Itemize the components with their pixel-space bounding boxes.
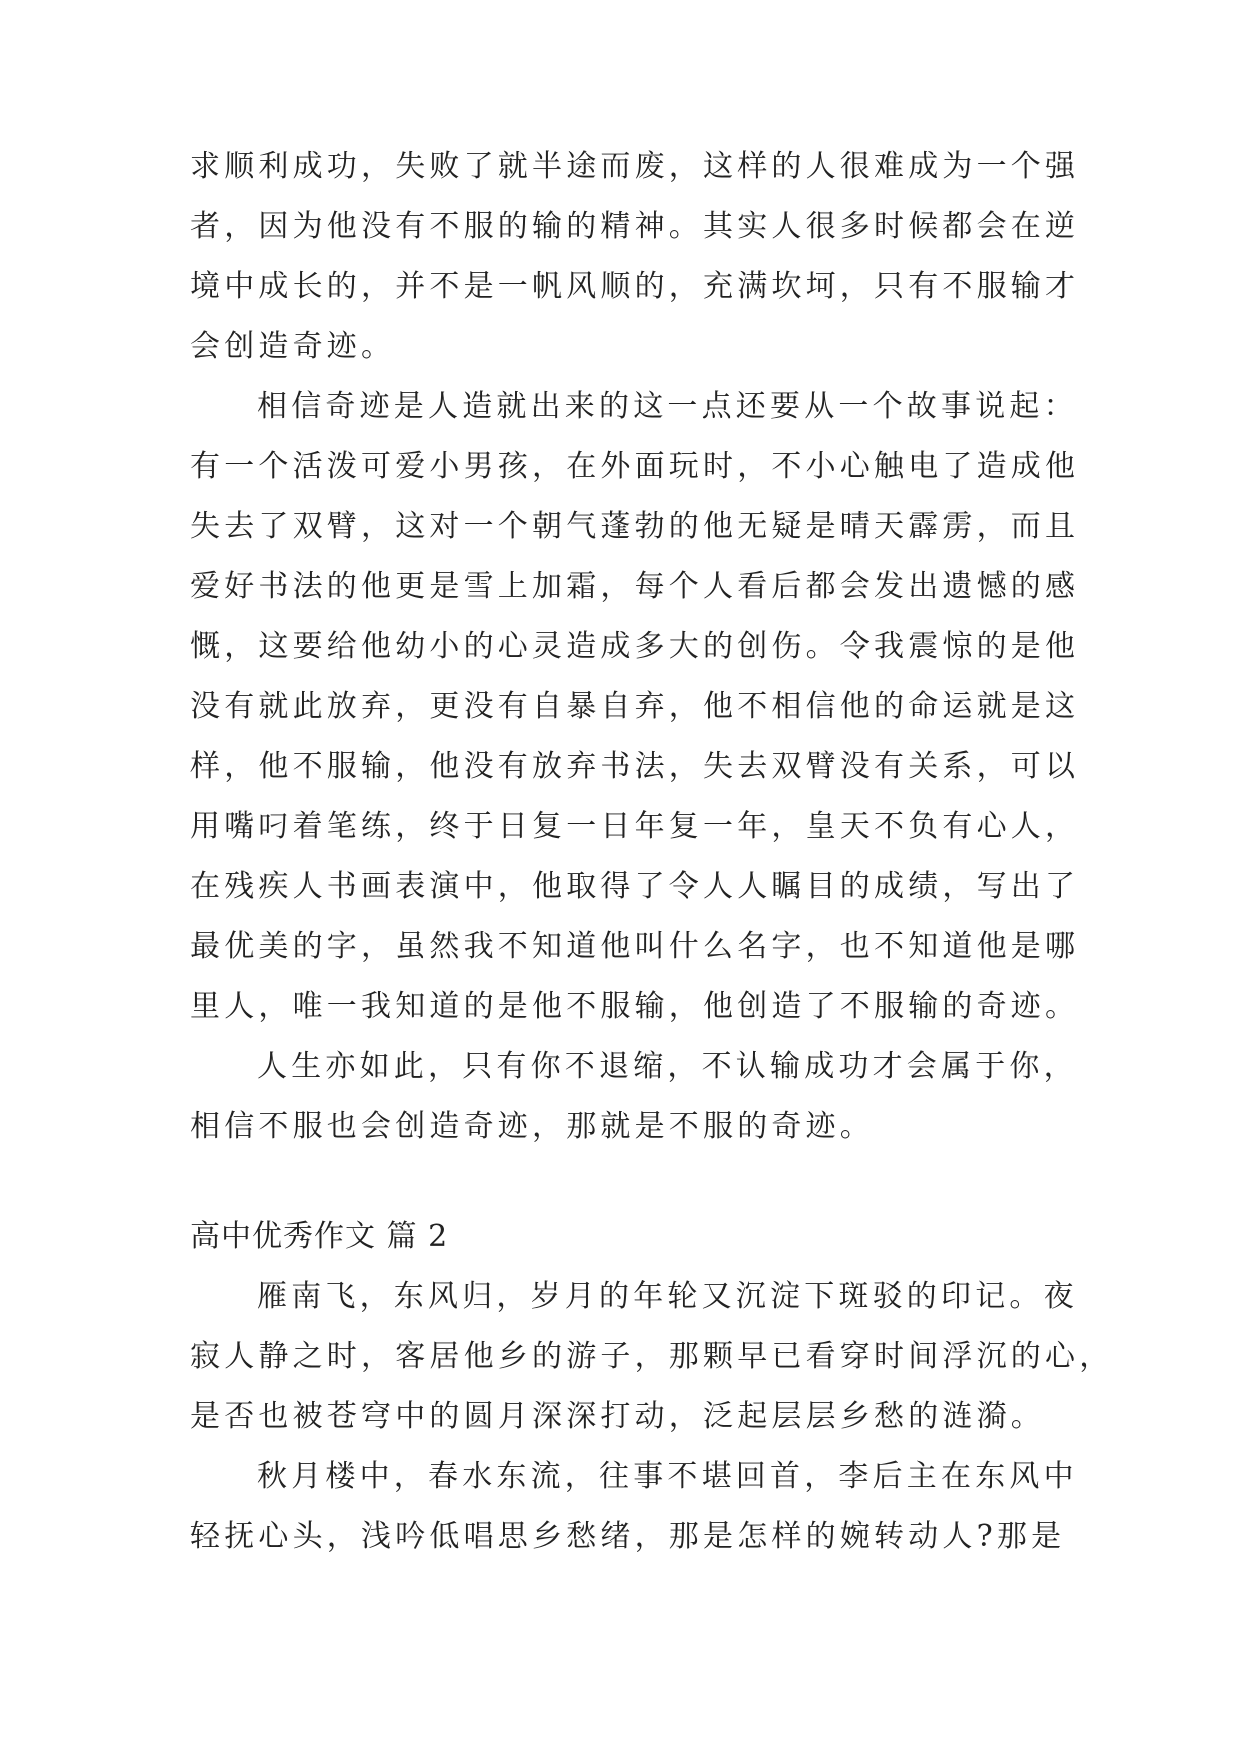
text-line: 相信奇迹是人造就出来的这一点还要从一个故事说起： <box>257 389 1078 424</box>
text-line: 用嘴叼着笔练，终于日复一日年复一年，皇天不负有心人， <box>190 809 1080 844</box>
text-line: 轻抚心头，浅吟低唱思乡愁绪，那是怎样的婉转动人?那是 <box>190 1519 1066 1554</box>
paragraph-1 <box>190 137 1080 377</box>
text-line: 人生亦如此，只有你不退缩，不认输成功才会属于你， <box>257 1049 1078 1084</box>
section-heading: 高中优秀作文 篇 2 <box>190 1219 449 1254</box>
paragraph-4 <box>190 1267 1114 1447</box>
text-line: 有一个活泼可爱小男孩，在外面玩时，不小心触电了造成他 <box>190 449 1080 484</box>
text-line: 是否也被苍穹中的圆月深深打动，泛起层层乡愁的涟漪。 <box>190 1399 1045 1434</box>
text-line: 慨，这要给他幼小的心灵造成多大的创伤。令我震惊的是他 <box>190 629 1080 664</box>
paragraph-2 <box>190 377 1080 1037</box>
text-line: 失去了双臂，这对一个朝气蓬勃的他无疑是晴天霹雳，而且 <box>190 509 1080 544</box>
text-line: 里人，唯一我知道的是他不服输，他创造了不服输的奇迹。 <box>190 989 1080 1024</box>
text-line: 相信不服也会创造奇迹，那就是不服的奇迹。 <box>190 1109 874 1144</box>
text-line: 求顺利成功，失败了就半途而废，这样的人很难成为一个强 <box>190 149 1080 184</box>
text-line: 雁南飞，东风归，岁月的年轮又沉淀下斑驳的印记。夜 <box>257 1279 1078 1314</box>
text-line: 在残疾人书画表演中，他取得了令人人瞩目的成绩，写出了 <box>190 869 1080 904</box>
paragraph-3 <box>190 1037 1078 1157</box>
text-line: 会创造奇迹。 <box>190 329 396 364</box>
text-line: 寂人静之时，客居他乡的游子，那颗早已看穿时间浮沉的心， <box>190 1339 1114 1374</box>
text-line: 秋月楼中，春水东流，往事不堪回首，李后主在东风中 <box>257 1459 1078 1494</box>
text-line: 没有就此放弃，更没有自暴自弃，他不相信他的命运就是这 <box>190 689 1080 724</box>
text-line: 境中成长的，并不是一帆风顺的，充满坎坷，只有不服输才 <box>190 269 1080 304</box>
text-line: 者，因为他没有不服的输的精神。其实人很多时候都会在逆 <box>190 209 1080 244</box>
paragraph-5 <box>190 1447 1078 1567</box>
text-line: 爱好书法的他更是雪上加霜，每个人看后都会发出遗憾的感 <box>190 569 1080 604</box>
text-line: 样，他不服输，他没有放弃书法，失去双臂没有关系，可以 <box>190 749 1080 784</box>
text-line: 最优美的字，虽然我不知道他叫什么名字，也不知道他是哪 <box>190 929 1080 964</box>
